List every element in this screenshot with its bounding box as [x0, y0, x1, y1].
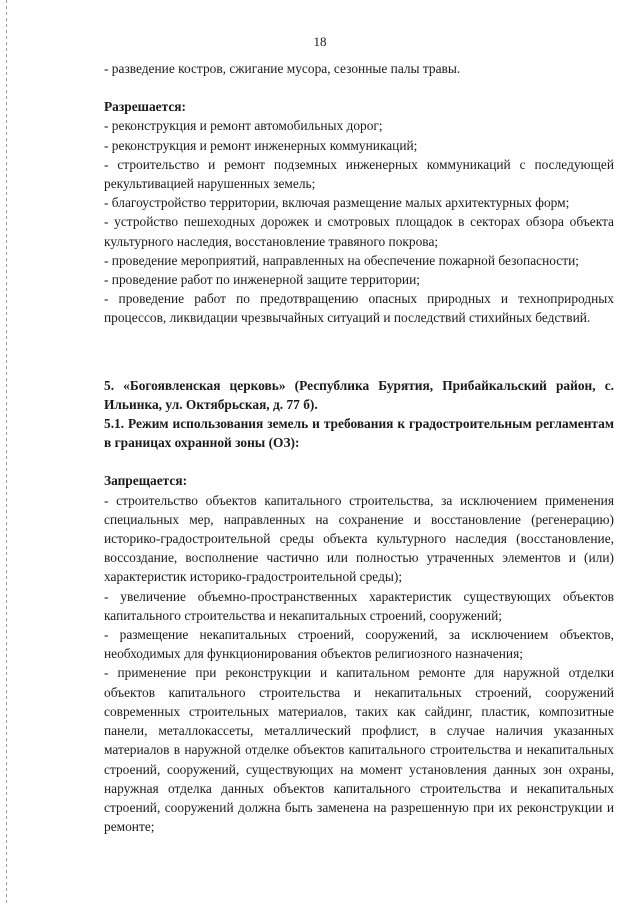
regime-heading: 5.1. Режим использования земель и требования к градостроительным регламентам в границах охранной зоны (ОЗ): — [104, 416, 614, 451]
allowed-item: - реконструкция и ремонт автомобильных дорог; — [104, 118, 383, 134]
prohibited-item: - увеличение объемно-пространственных характеристик существующих объектов капитального строительства и некапитальных строений, сооружений; — [104, 588, 614, 623]
allowed-item: - проведение мероприятий, направленных на обеспечение пожарной безопасности; — [104, 252, 579, 268]
allowed-item: - благоустройство территории, включая размещение малых архитектурных форм; — [104, 195, 570, 211]
document-body — [104, 59, 614, 836]
allowed-item: - проведение работ по инженерной защите территории; — [104, 272, 420, 288]
prohibited-item: - строительство объектов капитального строительства, за исключением применения специальных мер, направленных на сохранение и восстановление (регенерацию) историко-градостроительной среды объекта культурного наследия (восстановление, воссоздание, восполнение частично или полностью утраченных элементов и (или) характеристик историко-градостроительной среды); — [104, 492, 614, 585]
page-number: 18 — [313, 34, 327, 49]
scan-left-edge — [6, 0, 7, 905]
allowed-item: - устройство пешеходных дорожек и смотровых площадок в секторах обзора объекта культурного наследия, восстановление травяного покрова; — [104, 214, 614, 249]
object-heading: 5. «Богоявленская церковь» (Республика Бурятия, Прибайкальский район, с. Ильинка, ул. Октябрьская, д. 77 б). — [104, 377, 614, 412]
allowed-heading: Разрешается: — [104, 99, 186, 115]
prohibited-item: - применение при реконструкции и капитальном ремонте для наружной отделки объектов капитального строительства и некапитальных строений, сооружений современных строительных материалов, таких как сайдинг, пластик, композитные панели, металлокассеты, металлический профлист, в случае наличия указанных материалов в наружной отделке объектов капитального строительства и некапитальных строений, сооружений, существующих на момент установления данных зон охраны, наружная отделка данных объектов капитального строительства и некапитальных строений, сооружений должна быть заменена на разрешенную при их реконструкции и ремонте; — [104, 665, 614, 835]
allowed-item: - проведение работ по предотвращению опасных природных и техноприродных процессов, ликвидации чрезвычайных ситуаций и последствий стихийных бедствий. — [104, 291, 614, 326]
prohibited-heading: Запрещается: — [104, 473, 188, 489]
prohibited-item: - размещение некапитальных строений, сооружений, за исключением объектов, необходимых для функционирования объектов религиозного назначения; — [104, 627, 614, 662]
paragraph-top-line: - разведение костров, сжигание мусора, сезонные палы травы. — [104, 61, 461, 76]
allowed-item: - реконструкция и ремонт инженерных коммуникаций; — [104, 137, 418, 153]
allowed-item: - строительство и ремонт подземных инженерных коммуникаций с последующей рекультивацией нарушенных земель; — [104, 156, 614, 192]
